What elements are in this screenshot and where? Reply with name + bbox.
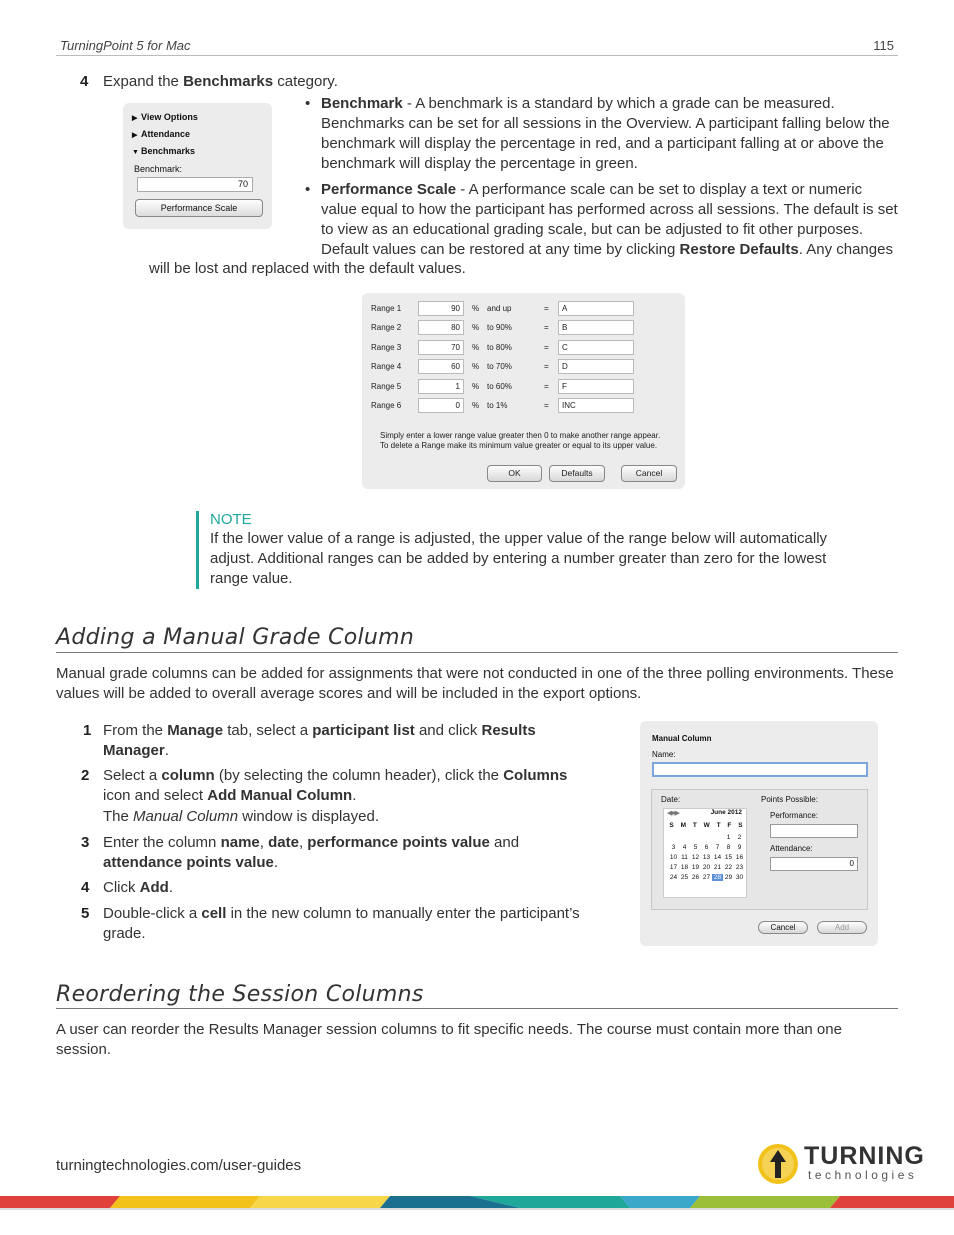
defaults-button[interactable]: Defaults xyxy=(549,465,605,482)
range-row: Range 5 1 % to 60% = F xyxy=(362,379,685,395)
date-label: Date: xyxy=(661,795,681,804)
step-2: 2 Select a column (by selecting the column header), click the Columns icon and select Add Manual Column. xyxy=(81,767,568,804)
page-header xyxy=(56,38,898,56)
range-value-input[interactable]: 80 xyxy=(418,320,464,335)
disclosure-right-icon: ▶ xyxy=(132,115,138,122)
section-text: A user can reorder the Results Manager session columns to fit specific needs. The course must contain more than one session. xyxy=(56,1021,842,1058)
benchmark-bullets xyxy=(305,94,900,266)
note-text: If the lower value of a range is adjusted, the upper value of the range below will automatically adjust. Additional ranges can be added by entering a number greater than zero for the lowest range value. xyxy=(210,530,828,587)
benchmarks-panel-screenshot xyxy=(123,103,272,229)
bullet-benchmark: • Benchmark - A benchmark is a standard by which a grade can be measured. Benchmarks can be set for all sessions in the Overview. A participant falling below the benchmark will display the percentage in red, and a participant falling at or above the benchmark will display the percentage in green. xyxy=(305,95,890,172)
performance-label: Performance: xyxy=(770,811,819,820)
benchmark-input[interactable]: 70 xyxy=(137,177,253,192)
range-grade-input[interactable]: A xyxy=(558,301,634,316)
add-button[interactable]: Add xyxy=(817,921,867,934)
section-heading-manual-grade: Adding a Manual Grade Column xyxy=(56,625,415,650)
range-row: Range 6 0 % to 1% = INC xyxy=(362,398,685,414)
turning-logo-icon xyxy=(757,1142,803,1186)
manual-column-window-screenshot xyxy=(640,721,878,946)
selected-day: 28 xyxy=(713,874,722,881)
range-row: Range 3 70 % to 80% = C xyxy=(362,340,685,356)
bullet-continuation: will be lost and replaced with the default values. xyxy=(149,260,466,277)
calendar-week: 17 18 19 20 21 22 23 xyxy=(669,864,744,871)
step-2-result: The Manual Column window is displayed. xyxy=(103,808,379,825)
attendance-label: Attendance: xyxy=(770,844,813,853)
cancel-button[interactable]: Cancel xyxy=(621,465,677,482)
steps-list xyxy=(80,721,580,944)
range-grade-input[interactable]: B xyxy=(558,320,634,335)
note-callout xyxy=(196,511,836,589)
range-value-input[interactable]: 90 xyxy=(418,301,464,316)
calendar-week: 1 2 xyxy=(726,834,742,841)
page-number: 115 xyxy=(873,38,894,53)
points-possible-label: Points Possible: xyxy=(761,795,818,804)
calendar-weekday-header: S M T W T F S xyxy=(669,822,743,829)
note-heading: NOTE xyxy=(210,511,252,528)
range-value-input[interactable]: 0 xyxy=(418,398,464,413)
logo-subtitle: technologies xyxy=(808,1168,918,1182)
calendar-week: 24 25 26 27 28 29 30 xyxy=(669,874,744,881)
range-grade-input[interactable]: D xyxy=(558,359,634,374)
range-row: Range 1 90 % and up = A xyxy=(362,301,685,317)
step-1: 1 From the Manage tab, select a participant list and click Results Manager. xyxy=(83,722,536,759)
attendance-input[interactable]: 0 xyxy=(770,857,858,871)
calendar-week: 10 11 12 13 14 15 16 xyxy=(669,854,744,861)
name-input[interactable] xyxy=(652,762,868,777)
cancel-button[interactable]: Cancel xyxy=(758,921,808,934)
logo-wordmark: TURNING xyxy=(804,1142,925,1170)
range-value-input[interactable]: 1 xyxy=(418,379,464,394)
step-5: 5 Double-click a cell in the new column to manually enter the participant’s grade. xyxy=(81,905,580,942)
section-divider xyxy=(56,652,898,653)
turning-logo xyxy=(757,1142,932,1186)
range-value-input[interactable]: 60 xyxy=(418,359,464,374)
range-grade-input[interactable]: F xyxy=(558,379,634,394)
calendar-month: June 2012 xyxy=(710,809,742,816)
footer-color-band xyxy=(0,1196,954,1210)
performance-scale-button[interactable]: Performance Scale xyxy=(135,199,263,217)
name-label: Name: xyxy=(652,750,676,759)
bullet-dot-icon: • xyxy=(305,95,311,112)
bullet-dot-icon: • xyxy=(305,181,311,198)
date-calendar[interactable] xyxy=(663,808,747,898)
document-title: TurningPoint 5 for Mac xyxy=(60,38,191,53)
range-grade-input[interactable]: C xyxy=(558,340,634,355)
disclosure-right-icon: ▶ xyxy=(132,132,138,139)
range-value-input[interactable]: 70 xyxy=(418,340,464,355)
benchmarks-item[interactable]: ▼ Benchmarks xyxy=(132,146,196,156)
section-heading-reordering: Reordering the Session Columns xyxy=(56,982,424,1007)
performance-input[interactable] xyxy=(770,824,858,838)
range-row: Range 2 80 % to 90% = B xyxy=(362,320,685,336)
step-number: 4 xyxy=(80,73,89,90)
calendar-week: 3 4 5 6 7 8 9 xyxy=(671,844,742,851)
footer-url[interactable]: turningtechnologies.com/user-guides xyxy=(56,1157,302,1174)
bullet-performance-scale: • Performance Scale - A performance scale can be set to display a text or numeric value equal to how the participant has performed across all sessions. The default is set to view as an educational grading scale, but can be adjusted to fit other purposes. Default values can be restored at any time by clicking Restore Defaults. Any changes xyxy=(305,181,898,258)
attendance-item[interactable]: ▶ Attendance xyxy=(132,129,191,139)
window-title: Manual Column xyxy=(652,734,712,743)
section-divider xyxy=(56,1008,898,1009)
step-3: 3 Enter the column name, date, performance points value and attendance points value. xyxy=(81,834,520,871)
disclosure-down-icon: ▼ xyxy=(132,149,139,156)
step-text: Expand the Benchmarks category. xyxy=(103,73,338,90)
section-intro: Manual grade columns can be added for assignments that were not conducted in one of the three polling environments. These values will be added to overall average scores and will be included in the export options. xyxy=(56,665,894,702)
step-4: 4 Click Add. xyxy=(81,879,174,896)
calendar-nav-icon[interactable]: ◀●▶ xyxy=(667,810,679,817)
ok-button[interactable]: OK xyxy=(487,465,542,482)
range-hint: Simply enter a lower range value greater then 0 to make another range appear. To delete a Range make its minimum value greater or equal to its upper value. xyxy=(380,431,661,450)
range-row: Range 4 60 % to 70% = D xyxy=(362,359,685,375)
performance-scale-panel-screenshot xyxy=(362,293,685,489)
view-options-item[interactable]: ▶ View Options xyxy=(132,112,198,122)
benchmark-label: Benchmark: xyxy=(134,164,183,174)
range-grade-input[interactable]: INC xyxy=(558,398,634,413)
